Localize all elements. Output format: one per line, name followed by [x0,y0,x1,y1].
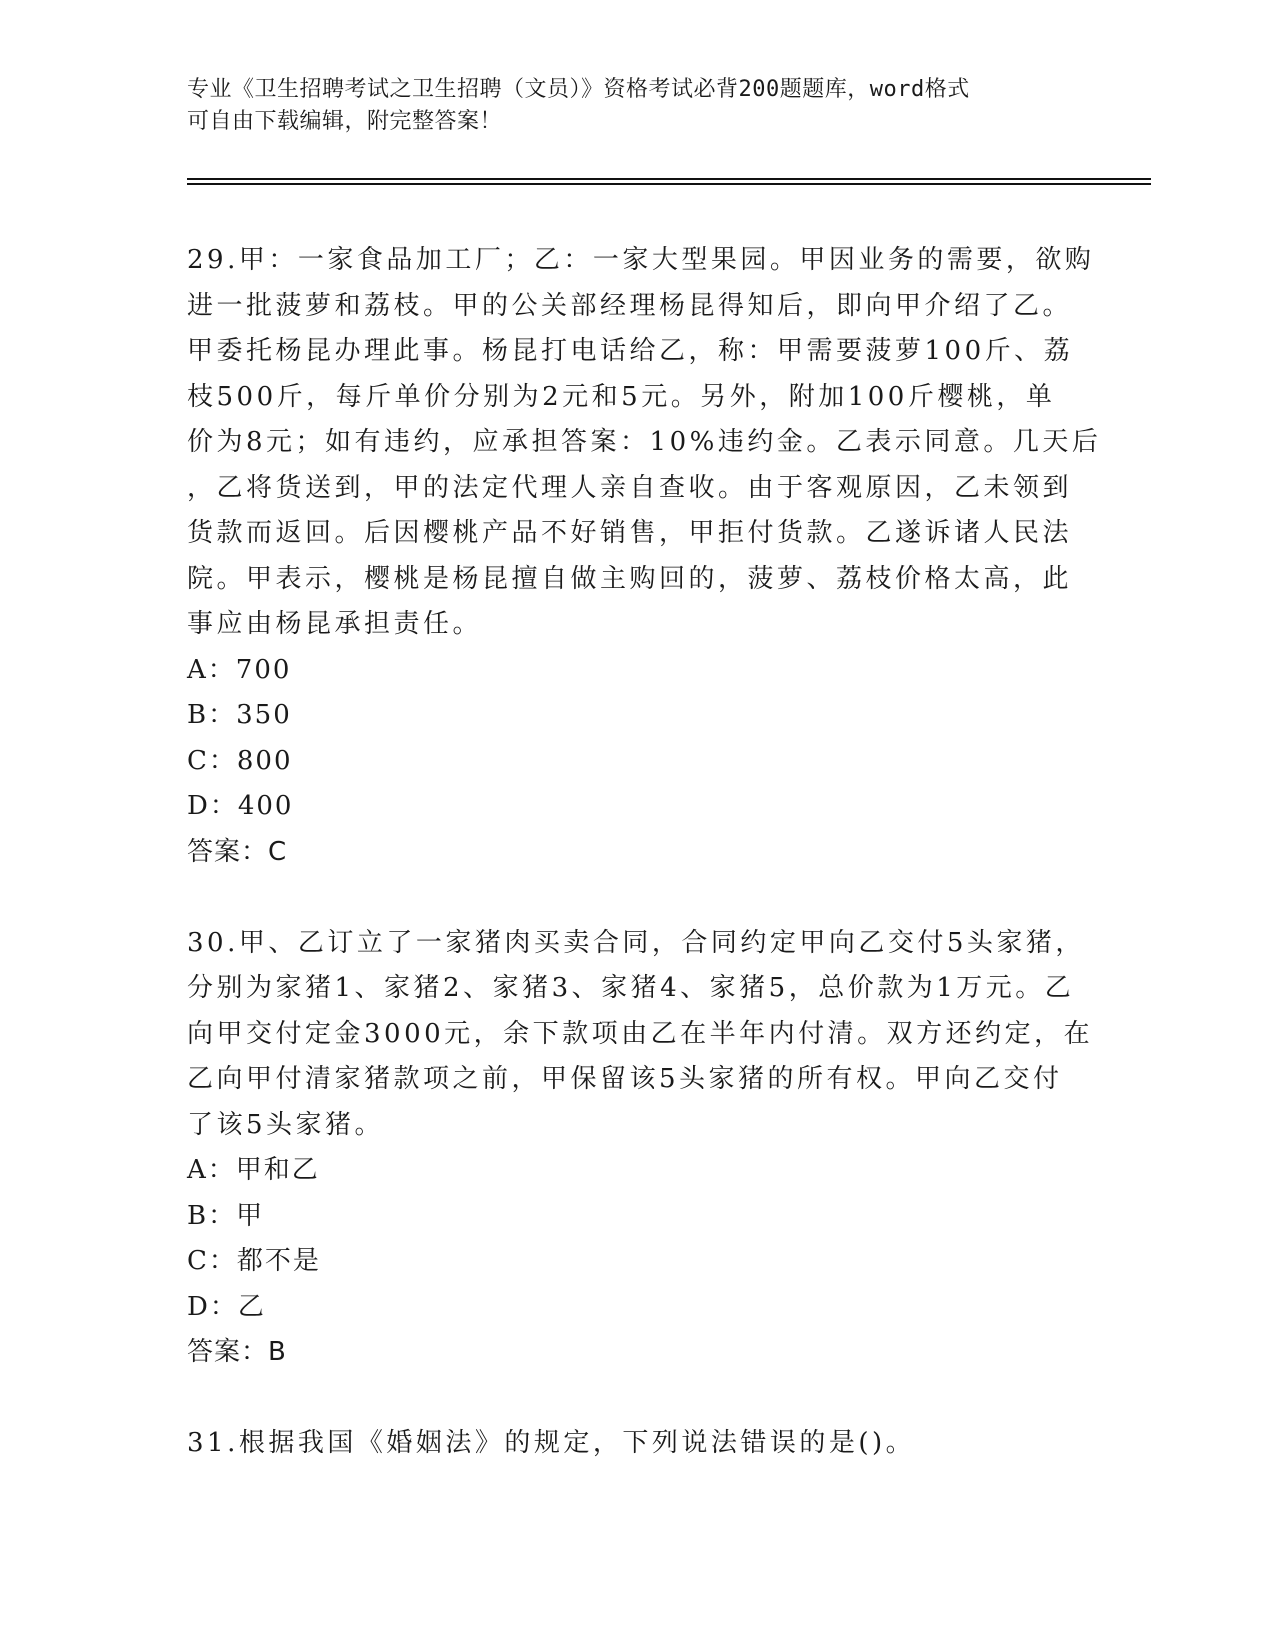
option-d: D：400 [187,791,294,821]
question-stem-line: 29.甲：一家食品加工厂；乙：一家大型果园。甲因业务的需要，欲购 [187,245,1095,275]
option-a: A：甲和乙 [187,1155,320,1185]
question-stem-line: 31.根据我国《婚姻法》的规定，下列说法错误的是()。 [187,1428,916,1458]
header-divider-bottom [187,183,1151,185]
question-stem-line: 了该5头家猪。 [187,1109,385,1140]
question-29 [187,238,1102,875]
question-stem-line: 向甲交付定金3000元，余下款项由乙在半年内付清。双方还约定，在 [187,1018,1094,1049]
answer-label: 答案：B [187,1337,287,1367]
option-c: C：800 [187,745,293,776]
question-spacer [187,875,1087,921]
question-stem-line: 院。甲表示，樱桃是杨昆擅自做主购回的，菠萝、荔枝价格太高，此 [187,563,1073,594]
question-list [187,238,1102,1467]
question-stem-line: 货款而返回。后因樱桃产品不好销售，甲拒付货款。乙遂诉诸人民法 [187,518,1073,548]
question-stem-line: 甲委托杨昆办理此事。杨昆打电话给乙，称：甲需要菠萝100斤、荔 [187,336,1074,366]
question-stem-line: 乙向甲付清家猪款项之前，甲保留该5头家猪的所有权。甲向乙交付 [187,1064,1063,1094]
header-line-1: 专业《卫生招聘考试之卫生招聘（文员）》资格考试必背200题题库，word格式 [187,77,970,102]
question-stem-line: 分别为家猪1、家猪2、家猪3、家猪4、家猪5，总价款为1万元。乙 [187,973,1075,1003]
question-stem-line: 事应由杨昆承担责任。 [187,609,483,639]
question-stem-line: 进一批菠萝和荔枝。甲的公关部经理杨昆得知后，即向甲介绍了乙。 [187,290,1073,321]
option-d: D：乙 [187,1291,266,1322]
option-a: A：700 [187,654,292,685]
header-divider-top [187,178,1151,180]
option-b: B：350 [187,700,292,730]
question-30 [187,921,1094,1376]
question-31 [187,1421,1087,1467]
answer-label: 答案：C [187,836,288,867]
question-stem-line: ，乙将货送到，甲的法定代理人亲自查收。由于客观原因，乙未领到 [187,472,1073,503]
header-line-2: 可自由下载编辑，附完整答案！ [187,109,503,134]
question-stem-line: 价为8元；如有违约，应承担答案：10%违约金。乙表示同意。几天后 [187,427,1102,457]
option-b: B：甲 [187,1200,265,1231]
question-spacer [187,1376,1087,1422]
question-stem-line: 30.甲、乙订立了一家猪肉买卖合同，合同约定甲向乙交付5头家猪， [187,927,1085,958]
question-stem-line: 枝500斤，每斤单价分别为2元和5元。另外，附加100斤樱桃，单 [187,381,1056,412]
document-header [187,74,1067,138]
option-c: C：都不是 [187,1246,321,1276]
